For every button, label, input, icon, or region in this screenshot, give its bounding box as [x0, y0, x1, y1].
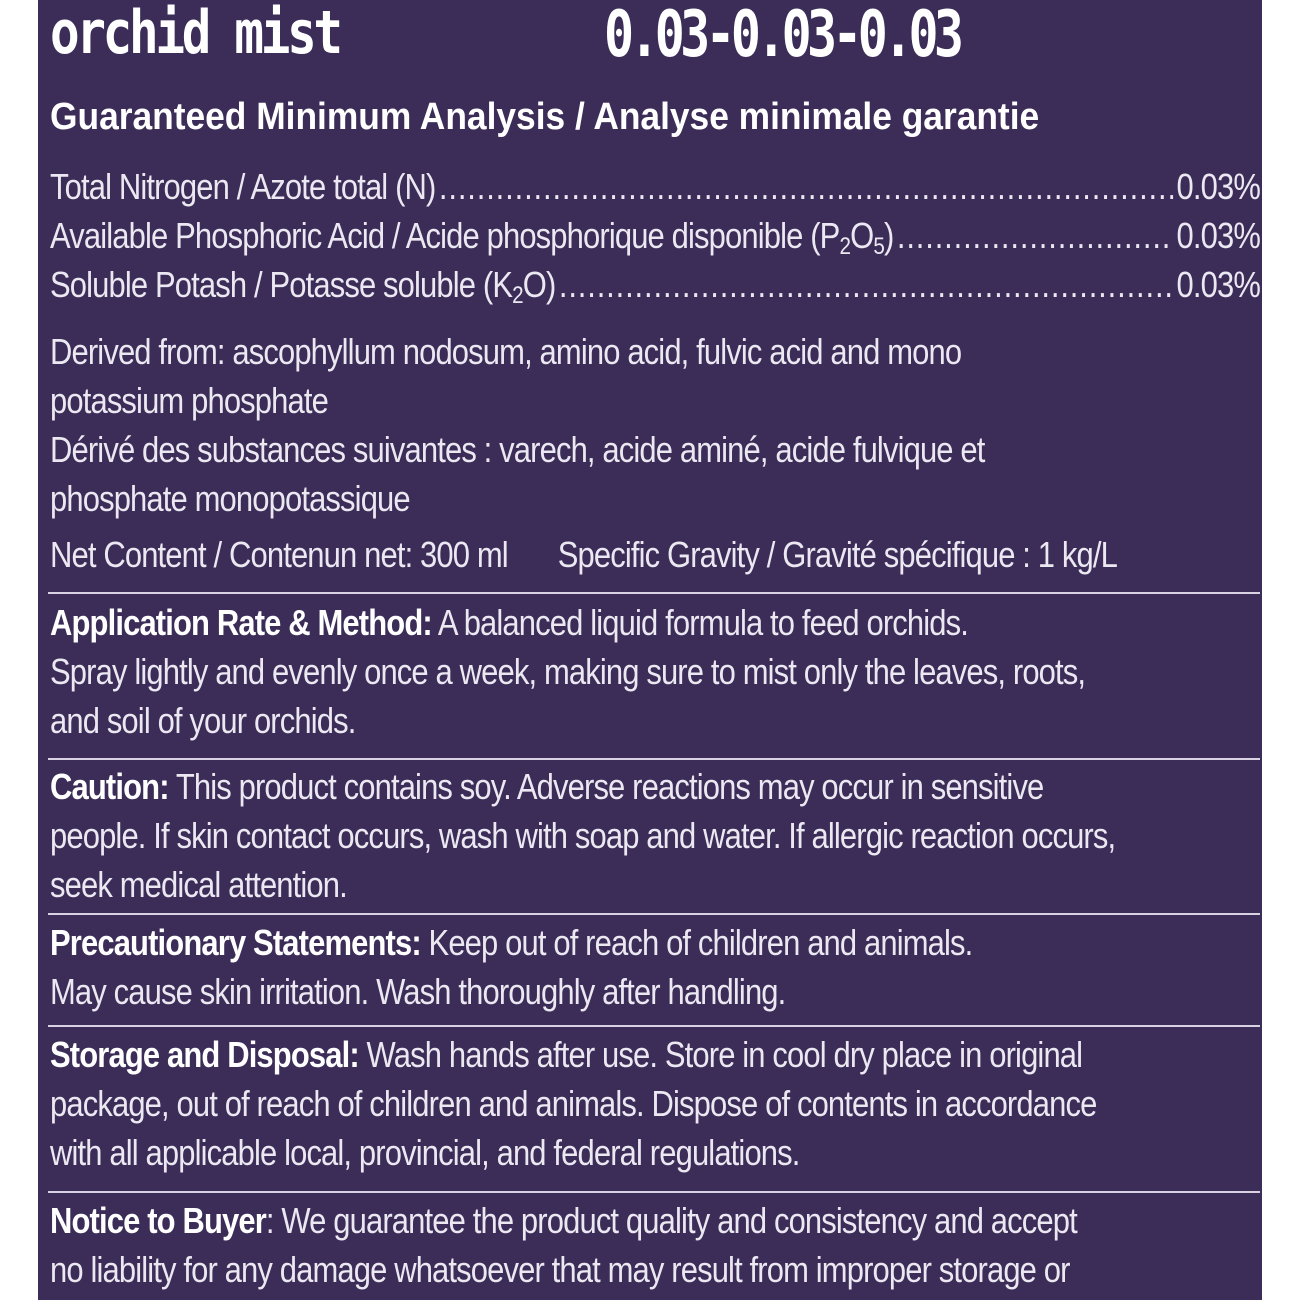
derived-fr-line: Dérivé des substances suivantes : varech, acide aminé, acide fulvique et	[50, 429, 985, 470]
divider	[48, 592, 1260, 594]
nutrient-value: 0.03%	[1176, 215, 1261, 256]
nutrient-value: 0.03%	[1176, 166, 1261, 207]
divider	[48, 913, 1260, 915]
nutrient-name: Available Phosphoric Acid / Acide phosphorique disponible $(P_2O_5)$	[50, 215, 894, 260]
nutrient-name: Soluble Potash / Potasse soluble $(K_2O)$	[50, 264, 556, 309]
divider	[48, 1191, 1260, 1193]
product-label	[38, 0, 1262, 1300]
npk-ratio: 0.03-0.03-0.03	[604, 0, 960, 72]
section-title: Application Rate & Method:	[50, 602, 432, 643]
leader-dots	[439, 162, 1173, 211]
section-title: Caution:	[50, 766, 169, 807]
analysis-row-phosphoric-acid	[50, 211, 1260, 260]
notice-section: Notice to Buyer: We guarantee the product quality and consistency and accept no liability for any damage whatsoever that may result from improper storage or	[50, 1200, 1077, 1290]
derived-en-line: potassium phosphate	[50, 380, 328, 421]
analysis-row-potash	[50, 260, 1260, 309]
analysis-row-nitrogen	[50, 162, 1260, 211]
divider	[48, 758, 1260, 760]
nutrient-name: Total Nitrogen / Azote total (N)	[50, 166, 436, 207]
specific-gravity: Specific Gravity / Gravité spécifique : 1 kg/L	[557, 534, 1117, 575]
derived-fr-line: phosphate monopotassique	[50, 478, 410, 519]
derived-from	[50, 327, 985, 523]
precautionary-section: Precautionary Statements: Keep out of reach of children and animals. May cause skin irritation. Wash thoroughly after handling.	[50, 922, 973, 1012]
net-content-line	[50, 530, 1117, 579]
nutrient-value: 0.03%	[1176, 264, 1261, 305]
divider	[48, 1025, 1260, 1027]
caution-section: Caution: This product contains soy. Adverse reactions may occur in sensitive people. If skin contact occurs, wash with soap and water. If allergic reaction occurs, seek medical attention.	[50, 766, 1116, 905]
section-title: Storage and Disposal:	[50, 1034, 359, 1075]
analysis-heading: Guaranteed Minimum Analysis / Analyse minimale garantie	[50, 96, 1040, 138]
net-content: Net Content / Contenun net: 300 ml	[50, 534, 508, 575]
leader-dots	[559, 260, 1173, 309]
section-title: Precautionary Statements:	[50, 922, 421, 963]
product-name: orchid mist	[50, 0, 340, 68]
storage-section: Storage and Disposal: Wash hands after use. Store in cool dry place in original package, out of reach of children and animals. Dispose of contents in accordance with all applicable local, provincial, and federal regulations.	[50, 1034, 1097, 1173]
derived-en-line: Derived from: ascophyllum nodosum, amino acid, fulvic acid and mono	[50, 331, 962, 372]
analysis-table	[50, 162, 1260, 309]
leader-dots	[897, 211, 1173, 260]
label-header	[38, 0, 1262, 72]
section-title: Notice to Buyer	[50, 1200, 266, 1241]
application-section: Application Rate & Method: A balanced liquid formula to feed orchids. Spray lightly and evenly once a week, making sure to mist only the leaves, roots, and soil of your orchids.	[50, 602, 1086, 741]
